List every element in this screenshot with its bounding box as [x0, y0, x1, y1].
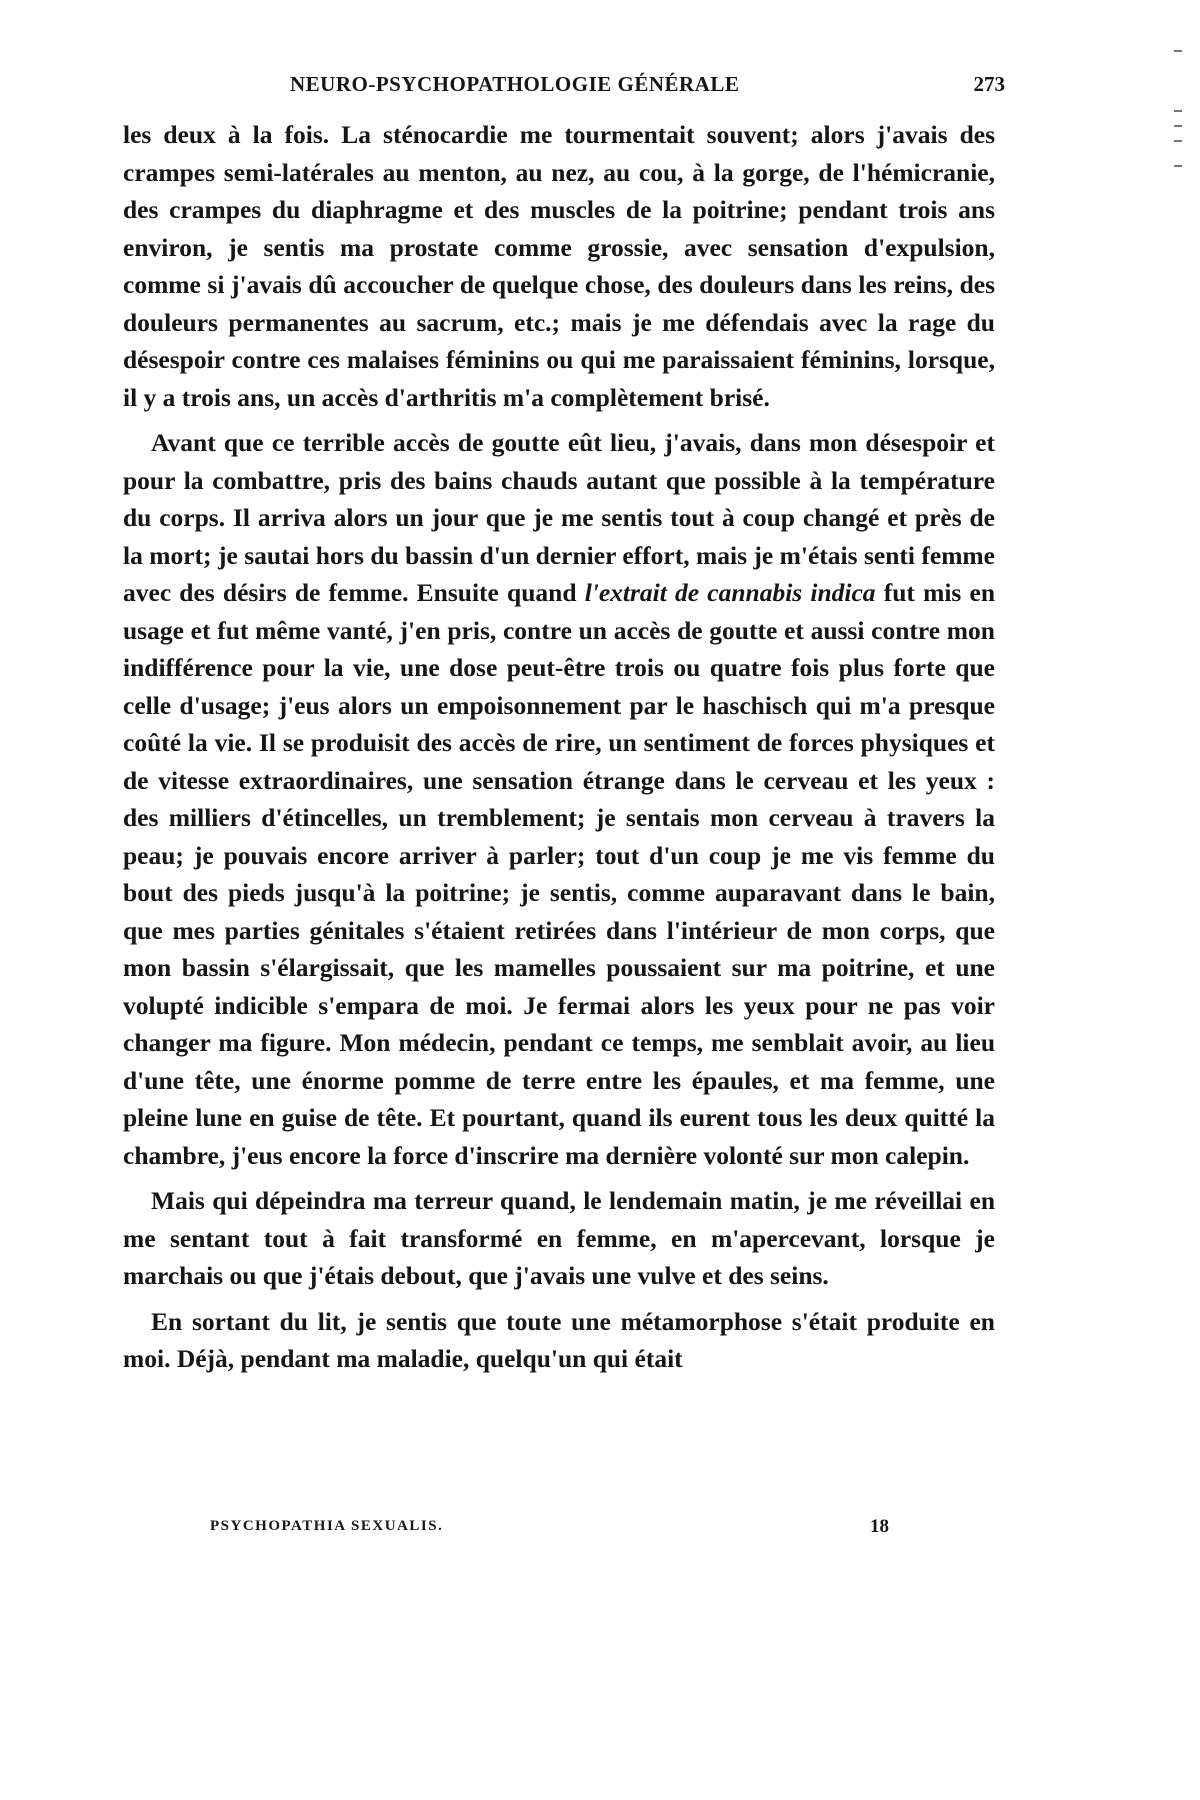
page-number: 273	[973, 72, 1005, 96]
page-footer	[210, 1518, 910, 1548]
paragraph-2	[123, 424, 995, 1174]
running-head	[125, 68, 1005, 102]
edge-mark	[1174, 140, 1182, 142]
paragraph-3: Mais qui dépeindra ma terreur quand, le lendemain matin, je me réveillai en me sentant tout à fait transformé en femme, en m'apercevant, lorsque je marchais ou que j'étais debout, que j'avais une vulve et des seins.	[123, 1186, 995, 1290]
running-title: NEURO-PSYCHOPATHOLOGIE GÉNÉRALE	[290, 72, 740, 96]
scan-edge-marks	[1162, 40, 1182, 170]
sheet-number: 18	[870, 1516, 889, 1537]
edge-mark	[1174, 165, 1182, 167]
paragraph-4: En sortant du lit, je sentis que toute une métamorphose s'était produite en moi. Déjà, pendant ma maladie, quelqu'un qui était	[123, 1306, 995, 1373]
paragraph-1: les deux à la fois. La sténocardie me tourmentait souvent; alors j'avais des crampes semi-latérales au menton, au nez, au cou, à la gorge, de l'hémicranie, des crampes du diaphragme et des muscles de la poitrine; pendant trois ans environ, je sentis ma prostate comme grossie, avec sensation d'expulsion, comme si j'avais dû accoucher de quelque chose, des douleurs dans les reins, des douleurs permanentes au sacrum, etc.; mais je me défendais avec la rage du désespoir contre ces malaises féminins ou qui me paraissaient féminins, lorsque, il y a trois ans, un accès d'arthritis m'a complètement brisé.	[123, 120, 995, 412]
edge-mark	[1174, 110, 1182, 112]
paragraph-2-text-b: fut mis en usage et fut même vanté, j'en pris, contre un accès de goutte et aussi contre mon indifférence pour la vie, une dose peut-être trois ou quatre fois plus forte que celle d'usage; j'eus alors un empoisonnement par le haschisch qui m'a presque coûté la vie. Il se produisit des accès de rire, un sentiment de forces physiques et de vitesse extraordinaires, une sensation étrange dans le cerveau et les yeux : des milliers d'étincelles, un tremblement; je sentais mon cerveau à travers la peau; je pouvais encore arriver à parler; tout d'un coup je me vis femme du bout des pieds jusqu'à la poitrine; je sentis, comme auparavant dans le bain, que mes parties génitales s'étaient retirées dans l'intérieur de mon corps, que mon bassin s'élargissait, que les mamelles poussaient sur ma poitrine, et une volupté indicible s'empara de moi. Je fermai alors les yeux pour ne pas voir changer ma figure. Mon médecin, pendant ce temps, me semblait avoir, au lieu d'une tête, une énorme pomme de terre entre les épaules, et ma femme, une pleine lune en guise de tête. Et pourtant, quand ils eurent tous les deux quitté la chambre, j'eus encore la force d'inscrire ma dernière volonté sur mon calepin.	[123, 578, 996, 1170]
italic-term: l'extrait de cannabis indica	[584, 578, 876, 607]
signature-mark: PSYCHOPATHIA SEXUALIS.	[210, 1518, 444, 1534]
edge-mark	[1174, 125, 1182, 127]
edge-mark	[1174, 50, 1182, 52]
body-text	[123, 116, 995, 1378]
paragraph-2-text-a: Avant que ce terrible accès de goutte eût lieu, j'avais, dans mon désespoir et pour la combattre, pris des bains chauds autant que possible à la température du corps. Il arriva alors un jour que je me sentis tout à coup changé et près de la mort; je sautai hors du bassin d'un dernier effort, mais je m'étais senti femme avec des désirs de femme. Ensuite quand	[123, 428, 995, 607]
